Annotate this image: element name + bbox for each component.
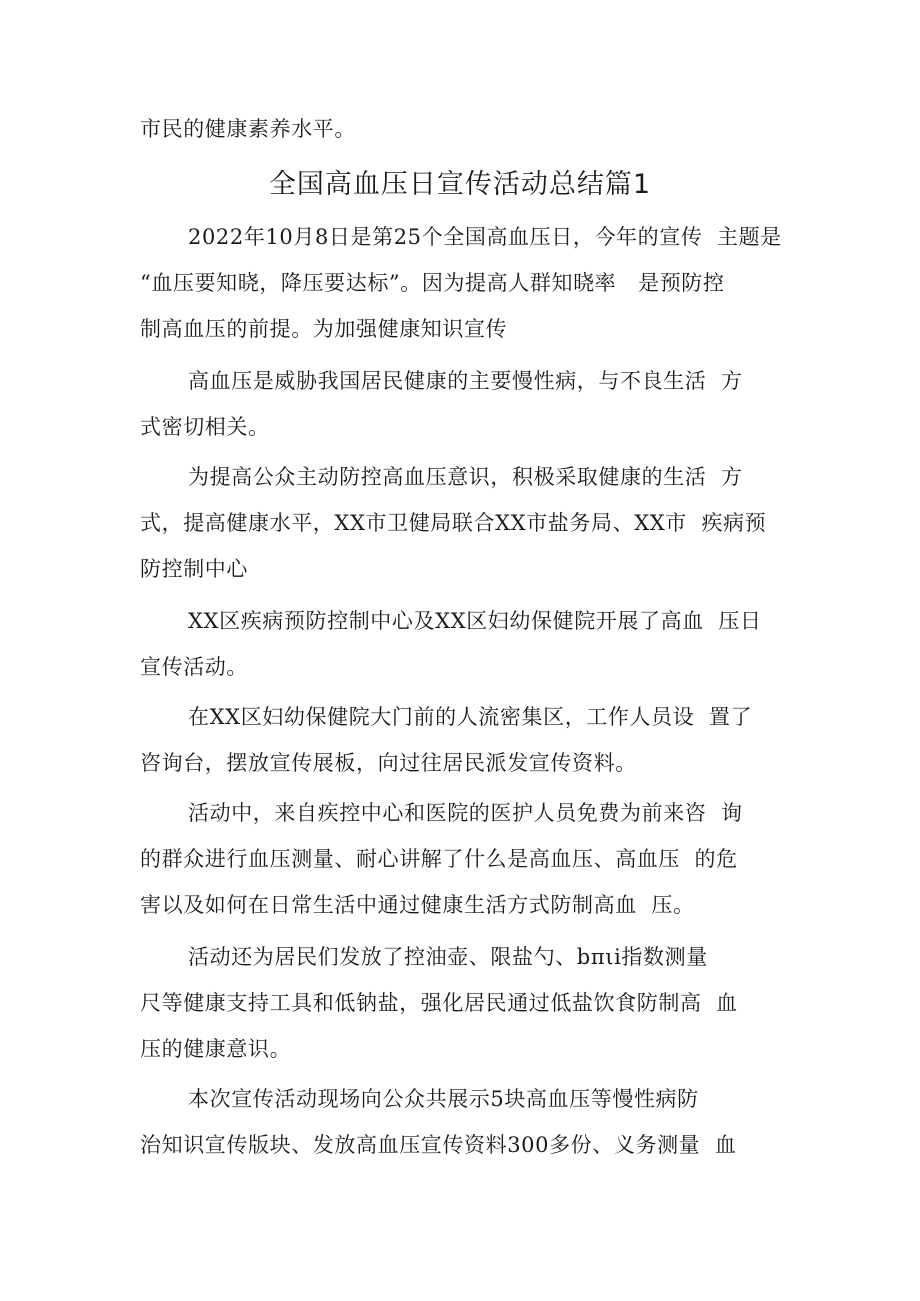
intro-line: 市民的健康素养水平。 xyxy=(140,117,356,141)
paragraph-8-line-2: 治知识宣传版块、发放高血压宣传资料300多份、义务测量 血 xyxy=(140,1133,737,1157)
paragraph-2-line-2: 式密切相关。 xyxy=(140,415,270,439)
paragraph-4-line-1: XX区疾病预防控制中心及XX区妇幼保健院开展了高血 压日 xyxy=(188,609,762,633)
paragraph-5-line-2: 咨询台，摆放宣传展板，向过往居民派发宣传资料。 xyxy=(140,751,637,775)
paragraph-6-line-2: 的群众进行血压测量、耐心讲解了什么是高血压、高血压 的危 xyxy=(140,847,738,871)
document-title: 全国高血压日宣传活动总结篇1 xyxy=(268,169,652,200)
paragraph-2-line-1: 高血压是威胁我国居民健康的主要慢性病，与不良生活 方 xyxy=(188,369,743,393)
paragraph-5-line-1: 在XX区妇幼保健院大门前的人流密集区，工作人员设 置了 xyxy=(188,705,753,729)
paragraph-6-line-1: 活动中，来自疾控中心和医院的医护人员免费为前来咨 询 xyxy=(188,801,743,825)
paragraph-6-line-3: 害以及如何在日常生活中通过健康生活方式防制高血 压。 xyxy=(140,893,695,917)
paragraph-7-line-1: 活动还为居民们发放了控油壶、限盐勺、bπιi指数测量 xyxy=(188,945,708,969)
paragraph-7-line-3: 压的健康意识。 xyxy=(140,1037,292,1061)
paragraph-1-line-2: “血压要知晓，降压要达标”。因为提高人群知晓率 是预防控 xyxy=(140,271,725,295)
paragraph-4-line-2: 宣传活动。 xyxy=(140,655,248,679)
paragraph-3-line-2: 式，提高健康水平，XX市卫健局联合XX市盐务局、XX市 疾病预 xyxy=(140,511,767,535)
paragraph-1-line-3: 制高血压的前提。为加强健康知识宣传 xyxy=(140,317,508,341)
paragraph-3-line-3: 防控制中心 xyxy=(140,557,248,581)
paragraph-8-line-1: 本次宣传活动现场向公众共展示5块高血压等慢性病防 xyxy=(188,1087,699,1111)
paragraph-3-line-1: 为提高公众主动防控高血压意识，积极采取健康的生活 方 xyxy=(188,465,743,489)
paragraph-1-line-1: 2022年10月8日是第25个全国高血压日，今年的宣传 主题是 xyxy=(188,225,782,249)
paragraph-7-line-2: 尺等健康支持工具和低钠盐，强化居民通过低盐饮食防制高 血 xyxy=(140,991,738,1015)
